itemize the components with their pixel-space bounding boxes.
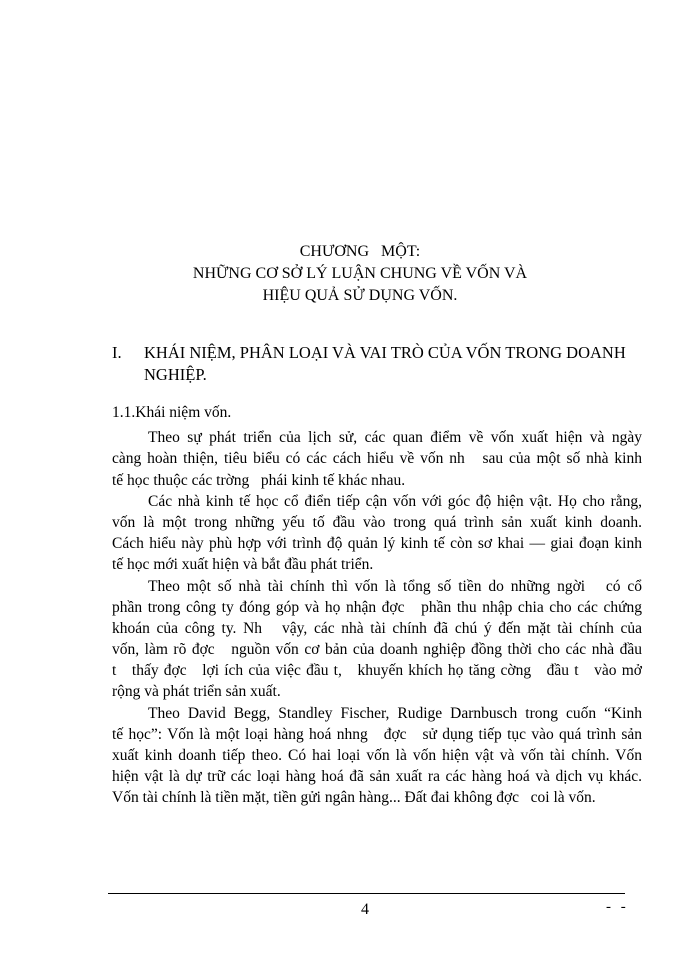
paragraph-line: Vốn tài chính là tiền mặt, tiền gửi ngân hàng... Đất đai không đợc coi là vốn. <box>112 789 596 807</box>
paragraph-line: tế học mới xuất hiện và bắt đầu phát triển. <box>112 556 374 574</box>
chapter-title-line: CHƯƠNG MỘT: <box>299 243 421 260</box>
paragraph <box>112 427 642 491</box>
body-text <box>112 402 642 809</box>
section-heading-line: KHÁI NIỆM, PHÂN LOẠI VÀ VAI TRÒ CỦA VỐN TRONG DOANH <box>144 343 626 362</box>
paragraph-line: vốn, làm rõ đợc nguồn vốn cơ bản của doanh nghiệp đồng thời cho các nhà đầu <box>112 641 642 659</box>
paragraph <box>112 576 642 703</box>
paragraph-line: vốn là một trong những yếu tố đầu vào trong quá trình sản xuất kinh doanh. <box>112 513 642 531</box>
paragraph-line: Các nhà kinh tế học cổ điển tiếp cận vốn với góc độ hiện vật. Họ cho rằng, <box>148 492 642 510</box>
chapter-title-line: NHỮNG CƠ SỞ LÝ LUẬN CHUNG VỀ VỐN VÀ <box>192 265 528 282</box>
paragraph-line: Cách hiểu này phù hợp với trình độ quản lý kinh tế còn sơ khai — giai đoạn kinh <box>112 535 642 553</box>
paragraph-line: hiện vật là dự trữ các loại hàng hoá đã sản xuất ra các hàng hoá và dịch vụ khác. <box>112 768 642 786</box>
paragraph-line: phần trong công ty đóng góp và họ nhận đợc phần thu nhập chia cho các chứng <box>112 598 642 616</box>
paragraph-line: tế học thuộc các trờng phái kinh tế khác nhau. <box>112 471 406 489</box>
footer-divider <box>108 893 625 894</box>
paragraph-line: khoán của công ty. Nh vậy, các nhà tài chính đã chú ý đến mặt tài chính của <box>112 619 642 637</box>
chapter-title-line: HIỆU QUẢ SỬ DỤNG VỐN. <box>262 287 458 304</box>
paragraph-line: Theo David Begg, Standley Fischer, Rudige Darnbusch trong cuốn “Kinh <box>148 704 642 722</box>
chapter-heading <box>100 241 620 307</box>
paragraph-line: tế học”: Vốn là một loại hàng hoá nhng đợc sử dụng tiếp tục vào quá trình sản <box>112 725 642 743</box>
paragraph-line: Theo một số nhà tài chính thì vốn là tổng số tiền do những ngời có cổ <box>148 577 642 595</box>
page-number: 4 <box>361 901 369 918</box>
paragraph <box>112 703 642 809</box>
paragraph-line: t thấy đợc lợi ích của việc đầu t, khuyến khích họ tăng cờng đầu t vào mở <box>112 662 642 680</box>
paragraph-line: Theo sự phát triển của lịch sử, các quan điểm về vốn xuất hiện và ngày <box>148 429 642 447</box>
paragraph-line: xuất kinh doanh tiếp theo. Có hai loại vốn là vốn hiện vật và vốn tài chính. Vốn <box>112 747 642 764</box>
section-heading-line: NGHIỆP. <box>144 365 207 384</box>
paragraph <box>112 491 642 576</box>
paragraph-line: rộng và phát triển sản xuất. <box>112 683 281 701</box>
subsection-heading: 1.1.Khái niệm vốn. <box>112 404 232 421</box>
section-number: I. <box>112 343 122 362</box>
footer-marks: - - <box>606 899 629 915</box>
paragraph-line: càng hoàn thiện, tiêu biểu có các cách hiểu về vốn nh sau của một số nhà kinh <box>112 450 642 468</box>
